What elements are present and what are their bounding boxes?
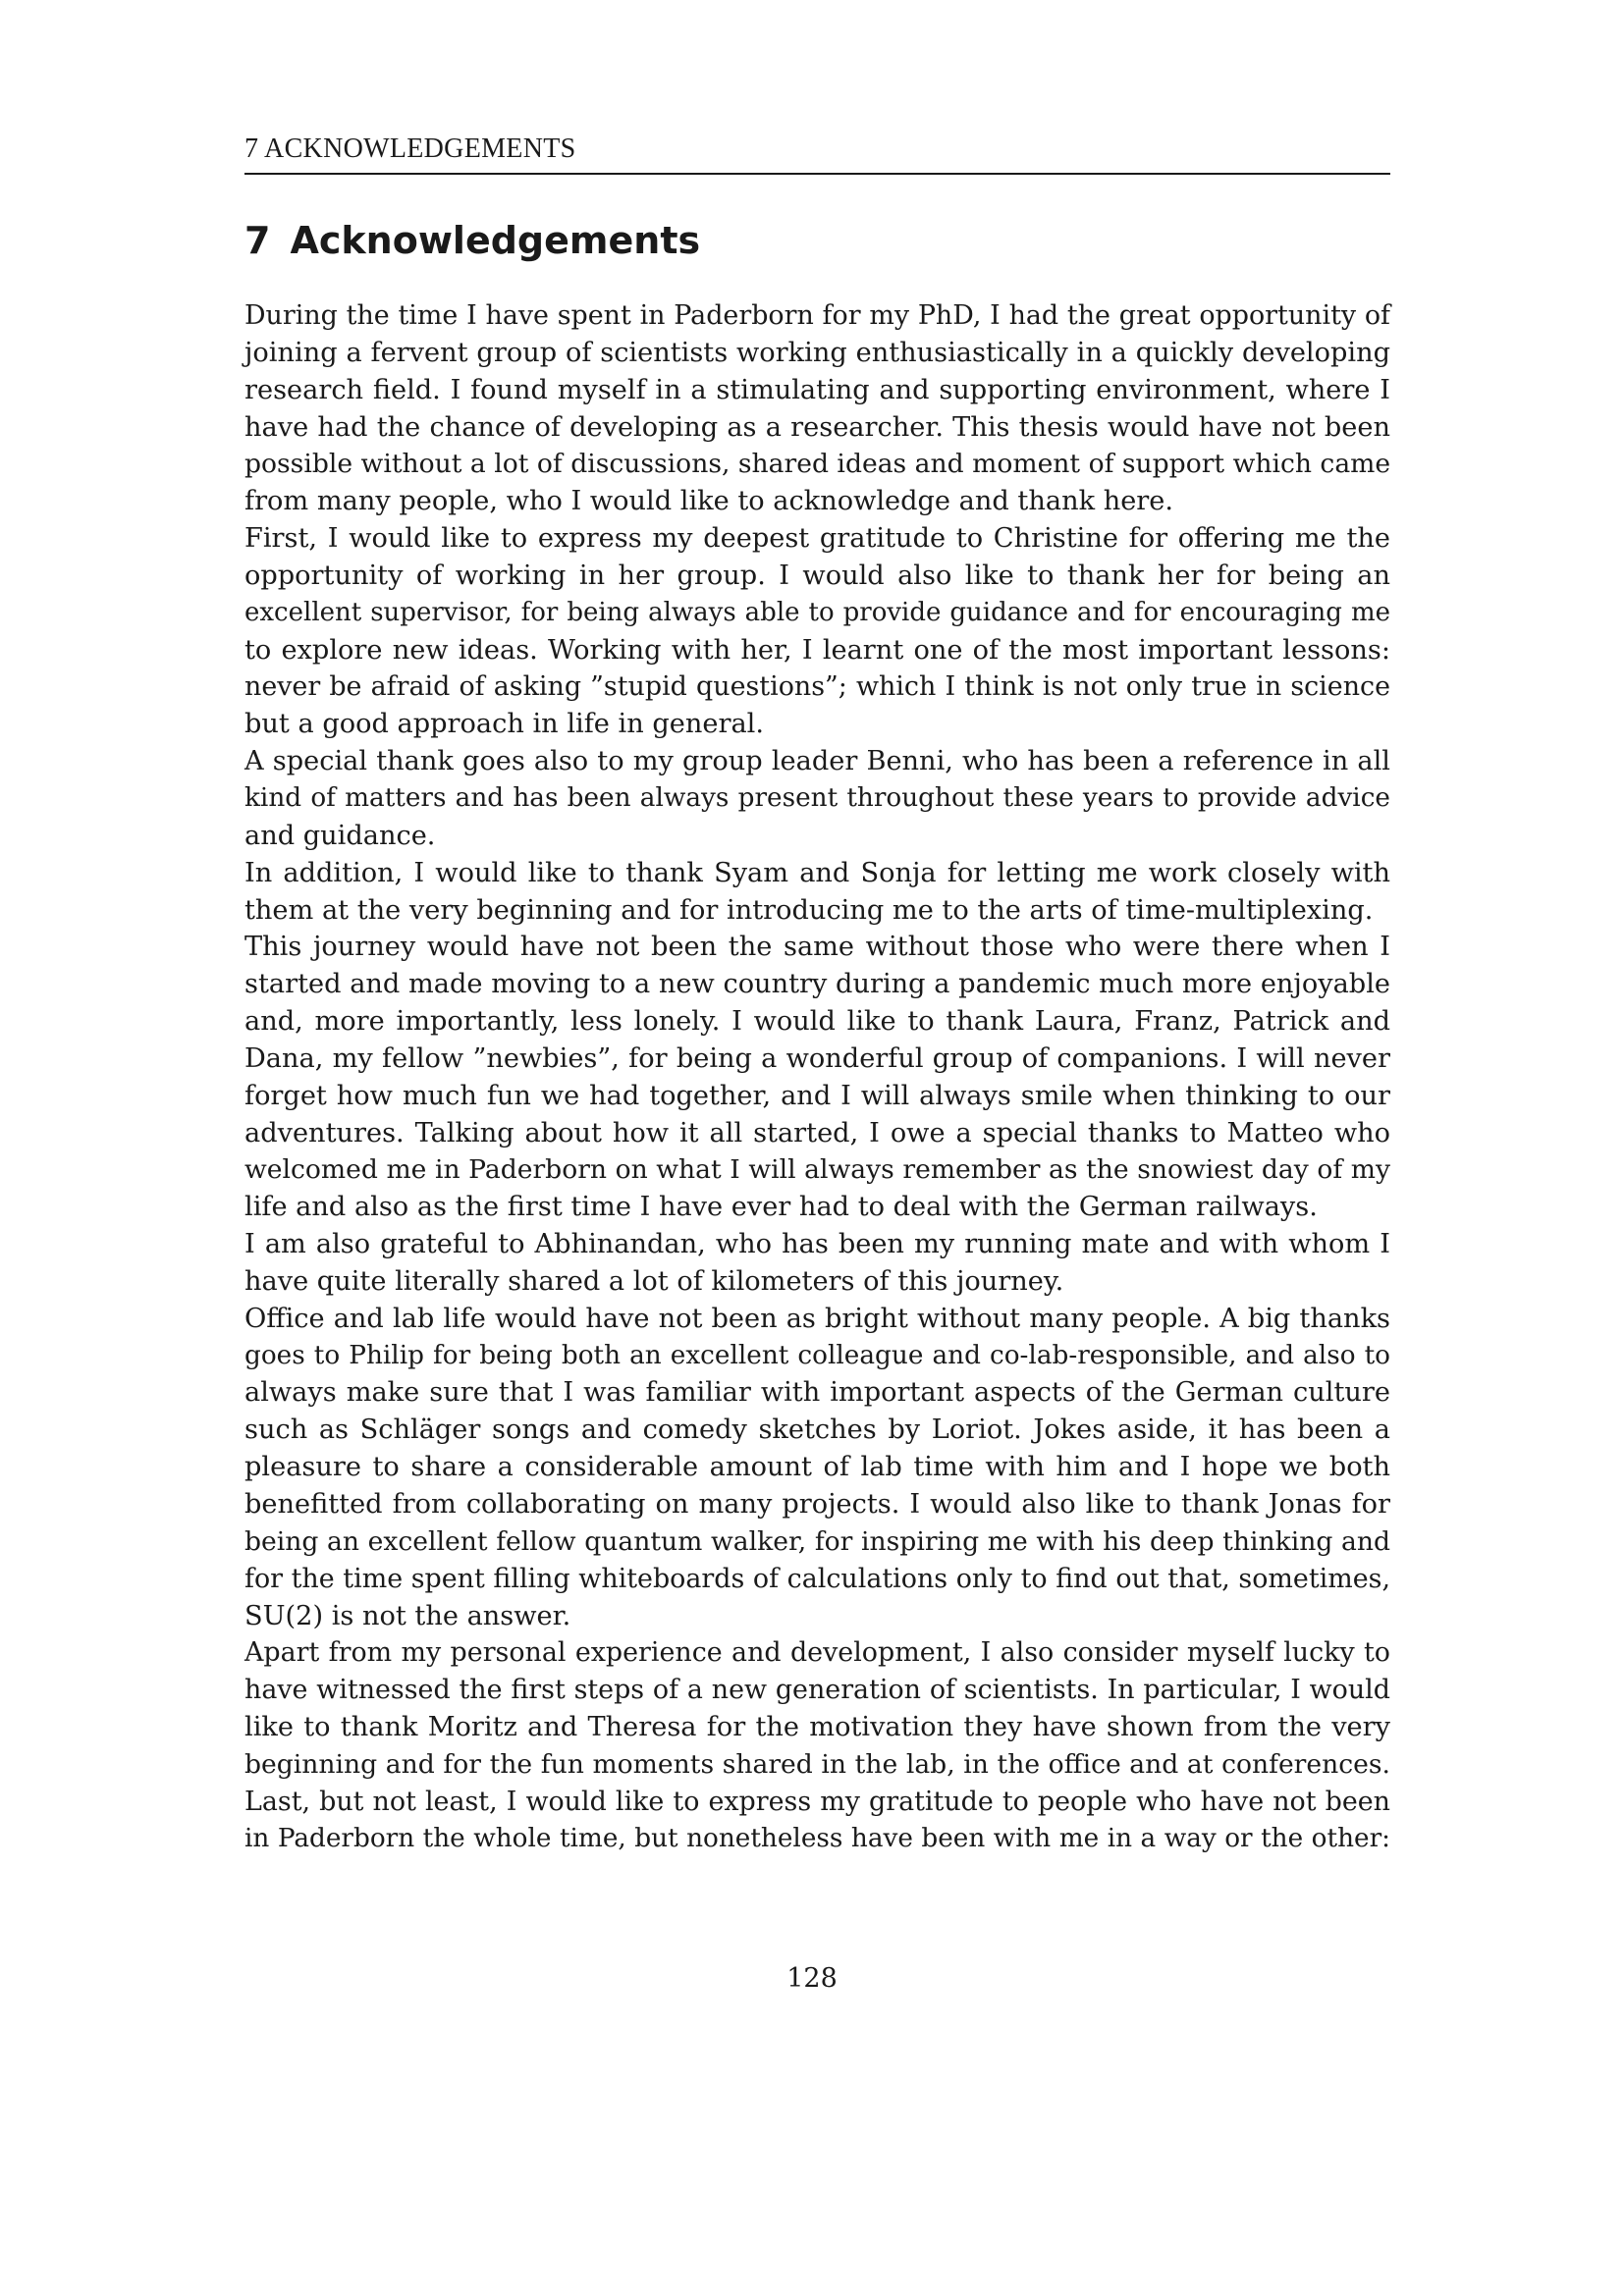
body-text (244, 297, 1390, 1857)
text-line: have witnessed the first steps of a new generation of scientists. In particular, I would (244, 1675, 1390, 1706)
text-line: never be afraid of asking ”stupid questions”; which I think is not only true in science (244, 671, 1390, 703)
text-line: and guidance. (244, 820, 436, 851)
text-line: such as Schläger songs and comedy sketches by Loriot. Jokes aside, it has been a (244, 1415, 1390, 1446)
header-rule (244, 173, 1390, 175)
chapter-title (244, 219, 701, 262)
text-line: forget how much fun we had together, and I will always smile when thinking to our (244, 1080, 1390, 1111)
text-line: from many people, who I would like to acknowledge and thank here. (244, 486, 1174, 517)
text-line: have quite literally shared a lot of kilometers of this journey. (244, 1265, 1064, 1297)
text-line: First, I would like to express my deepest gratitude to Christine for offering me the (244, 523, 1390, 555)
text-line: In addition, I would like to thank Syam and Sonja for letting me work closely with (244, 857, 1390, 888)
text-line: but a good approach in life in general. (244, 709, 765, 740)
text-line: Apart from my personal experience and development, I also consider myself lucky to (244, 1637, 1390, 1669)
text-line: beginning and for the fun moments shared in the lab, in the office and at conferences. (244, 1748, 1390, 1780)
text-line: Last, but not least, I would like to express my gratitude to people who have not been (244, 1786, 1390, 1817)
text-line: During the time I have spent in Paderborn for my PhD, I had the great opportunity of (244, 300, 1390, 331)
text-line: benefitted from collaborating on many projects. I would also like to thank Jonas for (244, 1489, 1390, 1520)
text-line: Office and lab life would have not been as bright without many people. A big thanks (244, 1303, 1390, 1334)
chapter-number: 7 (244, 219, 271, 262)
text-line: joining a fervent group of scientists working enthusiastically in a quickly developing (244, 337, 1390, 368)
text-line: for the time spent filling whiteboards of calculations only to find out that, sometimes, (244, 1563, 1390, 1594)
text-line: them at the very beginning and for introducing me to the arts of time-multiplexing. (244, 894, 1374, 926)
text-line: pleasure to share a considerable amount of lab time with him and I hope we both (244, 1452, 1390, 1483)
text-line: have had the chance of developing as a researcher. This thesis would have not been (244, 411, 1390, 443)
text-line: SU(2) is not the answer. (244, 1600, 571, 1631)
text-line: A special thank goes also to my group leader Benni, who has been a reference in all (244, 746, 1390, 777)
text-line: life and also as the first time I have ever had to deal with the German railways. (244, 1192, 1318, 1223)
text-line: excellent supervisor, for being always able to provide guidance and for encouraging me (244, 597, 1390, 627)
text-line: I am also grateful to Abhinandan, who has been my running mate and with whom I (244, 1229, 1390, 1260)
text-line: opportunity of working in her group. I would also like to thank her for being an (244, 560, 1390, 591)
text-line: kind of matters and has been always present throughout these years to provide advice (244, 782, 1390, 813)
text-line: and, more importantly, less lonely. I would like to thank Laura, Franz, Patrick and (244, 1006, 1390, 1038)
chapter-title-text: Acknowledgements (290, 219, 701, 262)
text-line: This journey would have not been the same without those who were there when I (244, 932, 1390, 963)
page-number: 128 (786, 1963, 838, 1994)
running-head: 7 ACKNOWLEDGEMENTS (244, 133, 576, 164)
text-line: always make sure that I was familiar with important aspects of the German culture (244, 1377, 1390, 1409)
text-line: goes to Philip for being both an excellent colleague and co-lab-responsible, and also to (244, 1340, 1390, 1370)
text-line: research field. I found myself in a stimulating and supporting environment, where I (244, 374, 1390, 405)
text-line: in Paderborn the whole time, but nonetheless have been with me in a way or the other: (244, 1823, 1390, 1853)
text-line: started and made moving to a new country during a pandemic much more enjoyable (244, 969, 1390, 1000)
text-line: being an excellent fellow quantum walker, for inspiring me with his deep thinking and (244, 1525, 1390, 1557)
text-line: to explore new ideas. Working with her, I learnt one of the most important lessons: (244, 634, 1390, 666)
text-line: possible without a lot of discussions, shared ideas and moment of support which came (244, 449, 1391, 480)
text-line: adventures. Talking about how it all started, I owe a special thanks to Matteo who (244, 1117, 1390, 1148)
text-line: welcomed me in Paderborn on what I will always remember as the snowiest day of my (244, 1154, 1390, 1186)
text-line: like to thank Moritz and Theresa for the motivation they have shown from the very (244, 1712, 1390, 1743)
text-line: Dana, my fellow ”newbies”, for being a wonderful group of companions. I will never (244, 1042, 1390, 1074)
